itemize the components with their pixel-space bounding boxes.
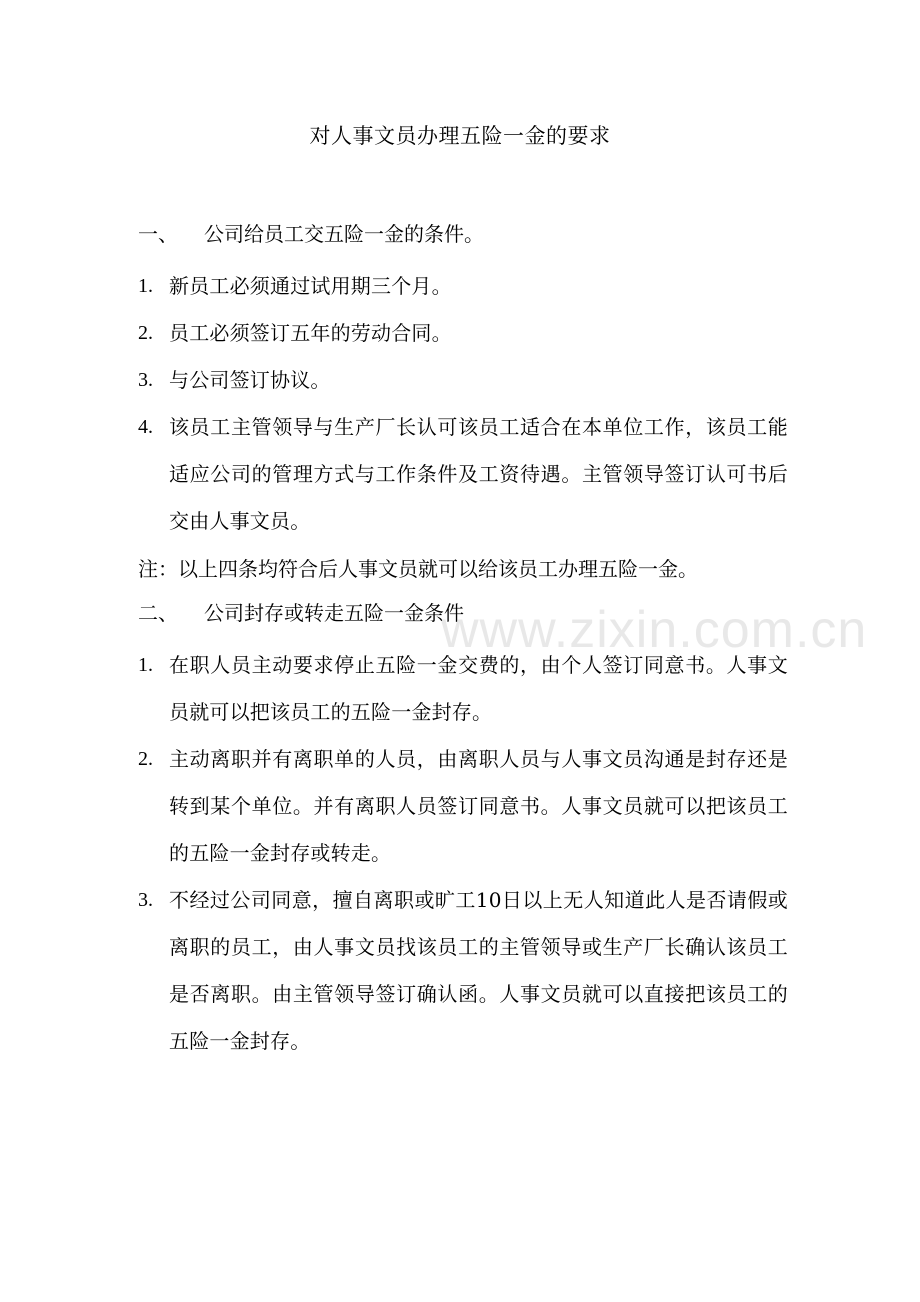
item-text: 主动离职并有离职单的人员，由离职人员与人事文员沟通是封存还是转到某个单位。并有离职人员签订同意书。人事文员就可以把该员工的五险一金封存或转走。 xyxy=(169,747,788,865)
item-text: 该员工主管领导与生产厂长认可该员工适合在本单位工作，该员工能适应公司的管理方式与工作条件及工资待遇。主管领导签订认可书后交由人事文员。 xyxy=(169,415,788,533)
item-number: 3. xyxy=(138,889,153,911)
list-item xyxy=(138,877,788,1065)
item-number: 2. xyxy=(138,748,153,770)
item-text: 与公司签订协议。 xyxy=(169,368,331,392)
section-heading-2 xyxy=(138,594,788,642)
item-text: 不经过公司同意，擅自离职或旷工10日以上无人知道此人是否请假或离职的员工，由人事文员找该员工的主管领导或生产厂长确认该员工是否离职。由主管领导签订确认函。人事文员就可以直接把该员工的五险一金封存。 xyxy=(169,888,788,1053)
item-text: 新员工必须通过试用期三个月。 xyxy=(169,274,452,298)
document-title: 对人事文员办理五险一金的要求 xyxy=(309,124,611,148)
list-item xyxy=(138,357,788,404)
section-heading-text: 公司封存或转走五险一金条件 xyxy=(204,601,464,625)
item-number: 1. xyxy=(138,654,153,676)
item-text: 在职人员主动要求停止五险一金交费的，由个人签订同意书。人事文员就可以把该员工的五险一金封存。 xyxy=(169,653,788,724)
document-body xyxy=(138,215,788,1065)
list-item xyxy=(138,263,788,310)
section-number: 二、 xyxy=(138,601,178,625)
item-number: 4. xyxy=(138,416,153,438)
note-paragraph: 注：以上四条均符合后人事文员就可以给该员工办理五险一金。 xyxy=(138,557,698,581)
section-heading-text: 公司给员工交五险一金的条件。 xyxy=(204,222,484,246)
list-item xyxy=(138,642,788,736)
item-number: 2. xyxy=(138,322,153,344)
watermark: www.zixin.com.cn xyxy=(441,601,868,659)
section-number: 一、 xyxy=(138,222,178,246)
item-text: 员工必须签订五年的劳动合同。 xyxy=(169,321,452,345)
list-item xyxy=(138,736,788,877)
item-number: 3. xyxy=(138,369,153,391)
list-item xyxy=(138,310,788,357)
list-item xyxy=(138,404,788,545)
section-heading-1 xyxy=(138,215,788,263)
item-number: 1. xyxy=(138,275,153,297)
